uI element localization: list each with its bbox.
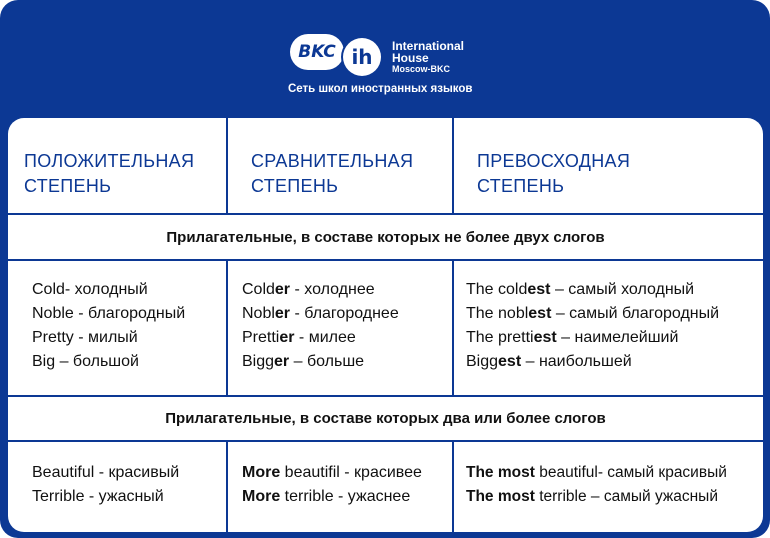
suffix: est — [528, 305, 552, 322]
translation: - милее — [294, 329, 356, 346]
divider — [8, 440, 763, 442]
word-stem: The cold — [466, 281, 528, 298]
divider — [226, 259, 228, 397]
suffix: er — [274, 281, 291, 298]
section2-superlative-list — [466, 461, 727, 509]
header-comparative-line-2: СТЕПЕНЬ — [251, 176, 339, 196]
word-stem: Bigg — [466, 353, 499, 370]
translation: – самый холодный — [550, 281, 695, 298]
header-comparative-line-1: СРАВНИТЕЛЬНАЯ — [251, 151, 414, 171]
suffix: est — [498, 353, 522, 370]
header-positive — [24, 149, 194, 199]
list-item: Terrible - ужасный — [32, 488, 164, 505]
translation: - благороднее — [290, 305, 399, 322]
suffix: er — [279, 329, 295, 346]
suffix: est — [533, 329, 557, 346]
list-item: Cold- холодный — [32, 281, 148, 298]
divider — [8, 395, 763, 397]
header-superlative — [477, 149, 630, 199]
list-item — [242, 350, 399, 374]
list-item — [242, 278, 399, 302]
logo-text — [392, 40, 464, 75]
logo-line-3: Moscow-BKC — [392, 64, 450, 74]
logo-area — [0, 0, 770, 118]
word-stem: Nobl — [242, 305, 275, 322]
divider — [226, 440, 228, 532]
section1-comparative-list — [242, 278, 399, 374]
translation: – наибольшей — [521, 353, 632, 370]
translation: beautiful- самый красивый — [534, 464, 727, 481]
suffix: er — [274, 305, 291, 322]
header-superlative-line-1: ПРЕВОСХОДНАЯ — [477, 151, 631, 171]
section2-comparative-list — [242, 461, 422, 509]
section1-superlative-list — [466, 278, 719, 374]
logo-line-1: International — [392, 39, 465, 53]
translation: terrible - ужаснее — [280, 488, 411, 505]
suffix: est — [527, 281, 551, 298]
list-item: Noble - благородный — [32, 305, 186, 322]
divider — [226, 118, 228, 214]
divider — [452, 259, 454, 397]
logo-subtitle: Сеть школ иностранных языков — [288, 83, 473, 95]
translation: - холоднее — [290, 281, 375, 298]
suffix: er — [274, 353, 290, 370]
ih-logo: ih — [343, 38, 381, 76]
word-stem: The nobl — [466, 305, 529, 322]
prefix: More — [242, 488, 281, 505]
list-item: Pretty - милый — [32, 329, 138, 346]
word-stem: Bigg — [242, 353, 275, 370]
divider — [8, 259, 763, 261]
prefix: More — [242, 464, 281, 481]
list-item: Beautiful - красивый — [32, 464, 180, 481]
list-item — [242, 461, 422, 485]
list-item — [466, 302, 719, 326]
list-item — [466, 278, 719, 302]
header-superlative-line-2: СТЕПЕНЬ — [477, 176, 565, 196]
list-item — [466, 350, 719, 374]
list-item — [242, 302, 399, 326]
word-stem: The pretti — [466, 329, 534, 346]
list-item — [242, 485, 422, 509]
section2-positive-list — [32, 461, 179, 509]
translation: – больше — [289, 353, 365, 370]
adjective-degrees-table — [8, 118, 763, 532]
divider — [8, 213, 763, 215]
section-title-short: Прилагательные, в составе которых не более двух слогов — [166, 229, 605, 246]
list-item — [242, 326, 399, 350]
translation: beautifil - красивее — [280, 464, 422, 481]
list-item: Big – большой — [32, 353, 139, 370]
list-item — [466, 485, 727, 509]
section1-positive-list — [32, 278, 185, 374]
header-positive-line-2: СТЕПЕНЬ — [24, 176, 112, 196]
translation: – наимелейший — [556, 329, 679, 346]
translation: terrible – самый ужасный — [534, 488, 718, 505]
list-item — [466, 326, 719, 350]
prefix: The most — [466, 488, 535, 505]
header-comparative — [251, 149, 413, 199]
word-stem: Pretti — [242, 329, 280, 346]
prefix: The most — [466, 464, 535, 481]
divider — [452, 440, 454, 532]
header-positive-line-1: ПОЛОЖИТЕЛЬНАЯ — [24, 151, 195, 171]
word-stem: Cold — [242, 281, 275, 298]
divider — [452, 118, 454, 214]
list-item — [466, 461, 727, 485]
bkc-logo: BKC — [290, 34, 344, 70]
section-title-long: Прилагательные, в составе которых два или более слогов — [165, 410, 606, 427]
translation: – самый благородный — [551, 305, 720, 322]
logo-line-2: House — [392, 51, 429, 65]
